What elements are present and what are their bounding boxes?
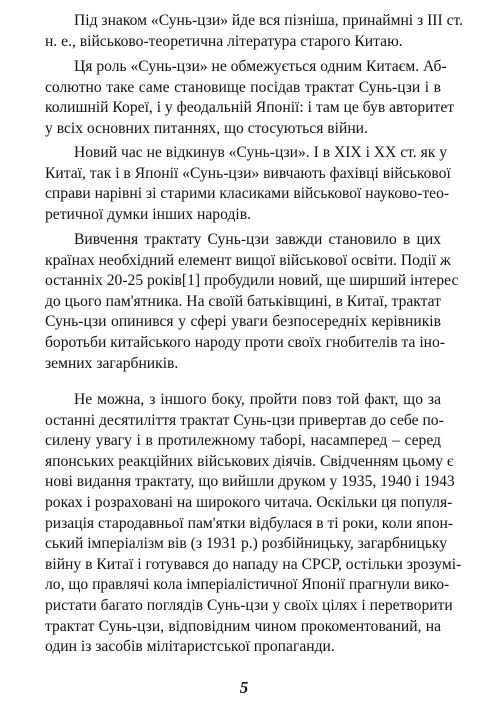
- text-line: у всіх основних питаннях, що стосуються війни.: [45, 119, 368, 137]
- text-line: ристати багато поглядів Сунь-цзи у своїх цілях і перетворити: [45, 597, 453, 614]
- text-line: Під знаком «Сунь-цзи» йде вся пізніша, принаймні з III ст.: [74, 12, 464, 29]
- text-line: один із засобів мілітаристської пропаганди.: [45, 638, 335, 656]
- text-line: земних загарбників.: [45, 354, 179, 372]
- text-line: Китаї, так і в Японії «Сунь-цзи» вивчають фахівці військової: [45, 164, 451, 182]
- text-line: боротьби китайського народу проти своїх гнобителів та іно-: [45, 334, 445, 351]
- text-line: війну в Китаї і готувався до нападу на СРСР, остільки зрозумі-: [45, 555, 462, 573]
- text-line: нові видання трактату, що вийшли друком у 1935, 1940 і 1943: [45, 473, 455, 491]
- text-line: останні десятиліття трактат Сунь-цзи привертав до себе по-: [45, 411, 444, 429]
- text-line: ризація стародавньої пам'ятки відбулася в ті роки, коли япон-: [45, 514, 454, 532]
- page-number: 5: [239, 678, 249, 697]
- text-line: Сунь-цзи опинився у сфері уваги безпосередніх керівників: [45, 313, 441, 331]
- text-line: Не можна, з іншого боку, пройти повз той факт, що за: [74, 391, 441, 408]
- text-line: ретичної думки інших народів.: [45, 205, 251, 223]
- text-line: роках і розраховані на широкого читача. Оскільки ця популя-: [45, 494, 453, 511]
- text-line: колишній Кореї, і у феодальній Японії: і там це був авторитет: [45, 99, 455, 117]
- text-line: Новий час не відкинув «Сунь-цзи». І в XIX і XX ст. як у: [74, 144, 448, 161]
- text-line: ло, що правлячі кола імперіалістичної Японії прагнули вико-: [45, 576, 450, 594]
- text-line: ський імперіалізм вів (з 1931 р.) розбійницьку, загарбницьку: [45, 535, 448, 553]
- text-line: Вивчення трактату Сунь-цзи завжди становило в цих: [74, 231, 441, 248]
- text-line: останніх 20-25 років[1] пробудили новий, ще ширший інтерес: [45, 272, 459, 290]
- text-line: силену увагу і в протилежному таборі, насамперед – серед: [45, 432, 441, 450]
- text-line: справи нарівні зі старими класиками військової науково-тео-: [45, 185, 450, 203]
- text-line: солютно таке саме становище посідав трактат Сунь-цзи і в: [45, 78, 441, 96]
- text-line: до цього пам'ятника. На своїй батьківщині, в Китаї, трактат: [45, 292, 441, 310]
- text-line: Ця роль «Сунь-цзи» не обмежується одним Китаєм. Аб-: [74, 58, 447, 75]
- text-line: н. е., військово-теоретична література старого Китаю.: [45, 32, 403, 50]
- text-line: країнах необхідний елемент вищої військової освіти. Події ж: [45, 251, 451, 269]
- text-line: трактат Сунь-цзи, відповідним чином прокоментований, на: [45, 617, 441, 635]
- text-line: японських реакційних військових діячів. Свідченням цьому є: [45, 452, 454, 470]
